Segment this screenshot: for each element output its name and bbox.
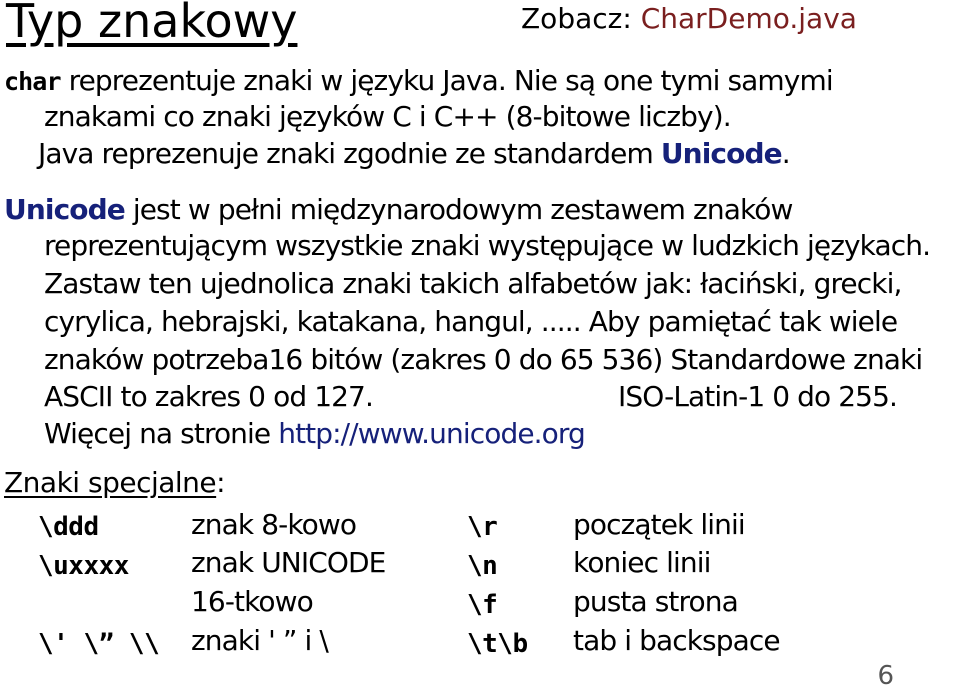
intro-line-1: char reprezentuje znaki w języku Java. Nie są one tymi samymi: [4, 64, 833, 97]
see-also-file-link[interactable]: CharDemo.java: [640, 2, 857, 35]
escape-description: znak 8-kowo: [191, 508, 357, 541]
special-chars-heading: Znaki specjalne:: [4, 466, 226, 499]
unicode-term: Unicode: [660, 137, 782, 170]
escape-description: koniec linii: [573, 546, 711, 579]
page-number: 6: [877, 661, 894, 691]
escape-description: znaki ' ” i \: [191, 624, 328, 657]
unicode-line-3: Zastaw ten ujednolica znaki takich alfabetów jak: łaciński, grecki,: [44, 267, 902, 300]
escape-code: \uxxxx: [38, 551, 129, 581]
escape-code: \' \” \\: [38, 629, 160, 659]
escape-description: 16-tkowo: [191, 585, 313, 618]
escape-code: \t\b: [467, 629, 528, 659]
see-also-label: Zobacz:: [521, 2, 632, 35]
escape-description: znak UNICODE: [191, 546, 386, 579]
escape-code: \f: [467, 590, 498, 620]
escape-description: tab i backspace: [573, 624, 780, 657]
unicode-line-6b: ISO-Latin-1 0 do 255.: [618, 380, 897, 413]
intro-line-3: Java reprezenuje znaki zgodnie ze standardem Unicode.: [38, 137, 790, 170]
unicode-line-2: reprezentującym wszystkie znaki występujące w ludzkich językach.: [44, 229, 931, 262]
unicode-term: Unicode: [4, 193, 125, 226]
intro-line-2: znakami co znaki języków C i C++ (8-bitowe liczby).: [44, 100, 731, 133]
char-keyword: char: [4, 67, 61, 96]
unicode-line-1: Unicode jest w pełni międzynarodowym zestawem znaków: [4, 193, 793, 226]
escape-description: pusta strona: [573, 585, 738, 618]
escape-code: \r: [467, 512, 498, 542]
slide-title: Typ znakowy: [6, 0, 298, 48]
unicode-line-7: Więcej na stronie http://www.unicode.org: [44, 417, 585, 450]
unicode-line-5: znaków potrzeba16 bitów (zakres 0 do 65 536) Standardowe znaki: [44, 343, 923, 376]
unicode-line-4: cyrylica, hebrajski, katakana, hangul, ..... Aby pamiętać tak wiele: [44, 305, 898, 338]
unicode-website-link[interactable]: http://www.unicode.org: [278, 417, 585, 450]
unicode-line-6a: ASCII to zakres 0 od 127.: [44, 380, 373, 413]
see-also: [521, 2, 857, 35]
escape-code: \n: [467, 551, 498, 581]
escape-code: \ddd: [38, 512, 99, 542]
escape-description: początek linii: [573, 508, 745, 541]
